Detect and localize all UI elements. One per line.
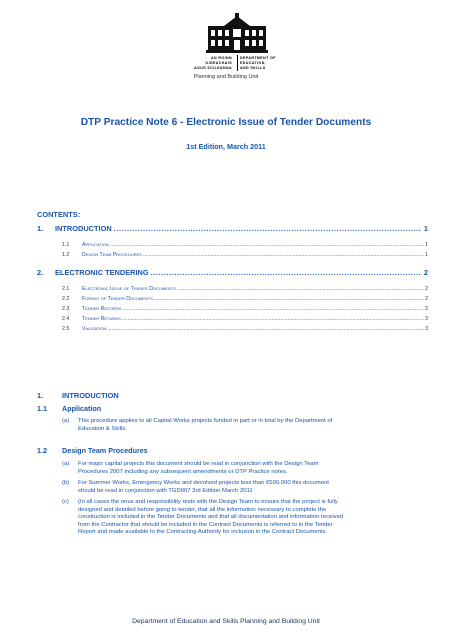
paragraph-line: Report and made available to the Contracting Authority for inclusion in the Contract Documents. <box>78 529 328 536</box>
toc-subentry[interactable] <box>62 286 428 292</box>
toc-subentry-number: 1.1 <box>62 242 70 248</box>
toc-subentry[interactable] <box>62 316 428 322</box>
toc-subentry-number: 2.3 <box>62 306 70 312</box>
toc-subentry-label: Tender Records <box>82 306 122 312</box>
logo-text-english-1: DEPARTMENT OF <box>240 56 276 60</box>
paragraph-line: For major capital projects this document should be read in conjunction with the Design Team <box>78 461 319 467</box>
toc-entry-label: ELECTRONIC TENDERING <box>55 268 149 277</box>
logo-text-english-2: EDUCATION <box>240 61 265 65</box>
toc-entry-page: 1 <box>423 224 428 233</box>
document-title: DTP Practice Note 6 - Electronic Issue of Tender Documents <box>80 117 372 128</box>
toc-subentry-number: 2.4 <box>62 316 70 322</box>
toc-entry-page: 2 <box>423 268 428 277</box>
toc-subentry-label: Validation <box>82 326 107 332</box>
toc-subentry-label: Tender Returns <box>82 316 121 322</box>
toc-leader-dots <box>110 242 424 248</box>
page-footer: Department of Education and Skills Planning and Building Unit <box>132 618 320 625</box>
toc-subentry-page: 2 <box>425 296 428 302</box>
toc-subentry-page: 3 <box>425 316 428 322</box>
paragraph-label: (b) <box>62 480 70 486</box>
toc-leader-dots <box>177 286 424 292</box>
logo-text-irish-1: AN ROINN <box>211 56 232 60</box>
subsection-number: 1.1 <box>37 404 47 413</box>
toc-entry-label: INTRODUCTION <box>55 224 112 233</box>
toc-subentry-number: 2.5 <box>62 326 70 332</box>
toc-leader-dots <box>122 306 424 312</box>
toc-entry[interactable] <box>37 224 428 233</box>
toc-subentry-page: 1 <box>425 252 428 258</box>
paragraph-line: construction is included in the Tender Documents and that all documentation and information received <box>78 514 344 521</box>
subsection-title: Design Team Procedures <box>62 446 148 455</box>
toc-entry[interactable] <box>37 268 428 277</box>
toc-subentry[interactable] <box>62 326 428 332</box>
toc-subentry-label: Format of Tender Documents <box>82 296 153 302</box>
toc-leader-dots <box>143 252 424 258</box>
subsection-number: 1.2 <box>37 446 47 455</box>
toc-subentry-page: 1 <box>425 242 428 248</box>
toc-leader-dots <box>107 326 424 332</box>
toc-entry-number: 2. <box>37 268 44 277</box>
paragraph <box>62 480 438 495</box>
toc-subentry-number: 1.2 <box>62 252 70 258</box>
logo-divider <box>237 55 238 71</box>
toc-subentry[interactable] <box>62 296 428 302</box>
department-crest-logo <box>202 12 272 54</box>
toc-leader-dots <box>154 296 424 302</box>
subsection-title: Application <box>62 404 102 413</box>
paragraph-line: For Summer Works, Emergency Works and devolved projects less than €500,000 this document <box>78 480 329 486</box>
toc-subentry-number: 2.2 <box>62 296 70 302</box>
section-number: 1. <box>37 391 44 400</box>
toc-leader-dots <box>114 224 422 233</box>
toc-subentry-page: 2 <box>425 306 428 312</box>
toc-subentry-page: 3 <box>425 326 428 332</box>
toc-subentry[interactable] <box>62 242 428 248</box>
paragraph-line: Education & Skills. <box>78 425 127 432</box>
paragraph-line: (In all cases the onus and responsibility rests with the Design Team to ensure that the project is fully <box>78 499 338 505</box>
paragraph-label: (a) <box>62 461 70 467</box>
document-edition: 1st Edition, March 2011 <box>186 142 266 151</box>
toc-subentry-label: Electronic Issue of Tender Documents <box>82 286 176 292</box>
unit-name: Planning and Building Unit <box>193 74 259 80</box>
paragraph-label: (a) <box>62 418 70 424</box>
toc-entry-number: 1. <box>37 224 44 233</box>
section-title: INTRODUCTION <box>62 391 119 400</box>
logo-text-irish-2: OIDEACHAIS <box>205 61 232 65</box>
paragraph <box>62 461 438 476</box>
paragraph-line: designed and detailed before going to tender, that all the information necessary to complete the <box>78 506 327 513</box>
logo-text-irish-3: AGUS SCILEANNA <box>194 66 232 70</box>
paragraph-line: This procedure applies to all Capital Works projects funded in part or in total by the Department of <box>78 418 333 424</box>
paragraph <box>62 418 438 433</box>
toc-subentry-label: Design Team Procedures <box>82 252 142 258</box>
toc-subentry-label: Application <box>82 242 109 248</box>
contents-heading: CONTENTS: <box>37 210 81 219</box>
toc-subentry-number: 2.1 <box>62 286 70 292</box>
logo-text-english-3: AND SKILLS <box>240 66 266 70</box>
toc-leader-dots <box>122 316 424 322</box>
paragraph <box>62 499 438 537</box>
toc-subentry[interactable] <box>62 306 428 312</box>
paragraph-line: Procedures 2007 including any subsequent amendments or DTP Practice notes. <box>78 468 288 475</box>
toc-leader-dots <box>151 268 422 277</box>
paragraph-label: (c) <box>62 499 69 505</box>
paragraph-line: should be read in conjunction with TGD007 3rd Edition March 2011 <box>78 487 253 494</box>
toc-subentry[interactable] <box>62 252 428 258</box>
paragraph-line: from the Contractor that should be included in the Contract Documents is referred to in the Tender <box>78 521 333 528</box>
toc-subentry-page: 2 <box>425 286 428 292</box>
